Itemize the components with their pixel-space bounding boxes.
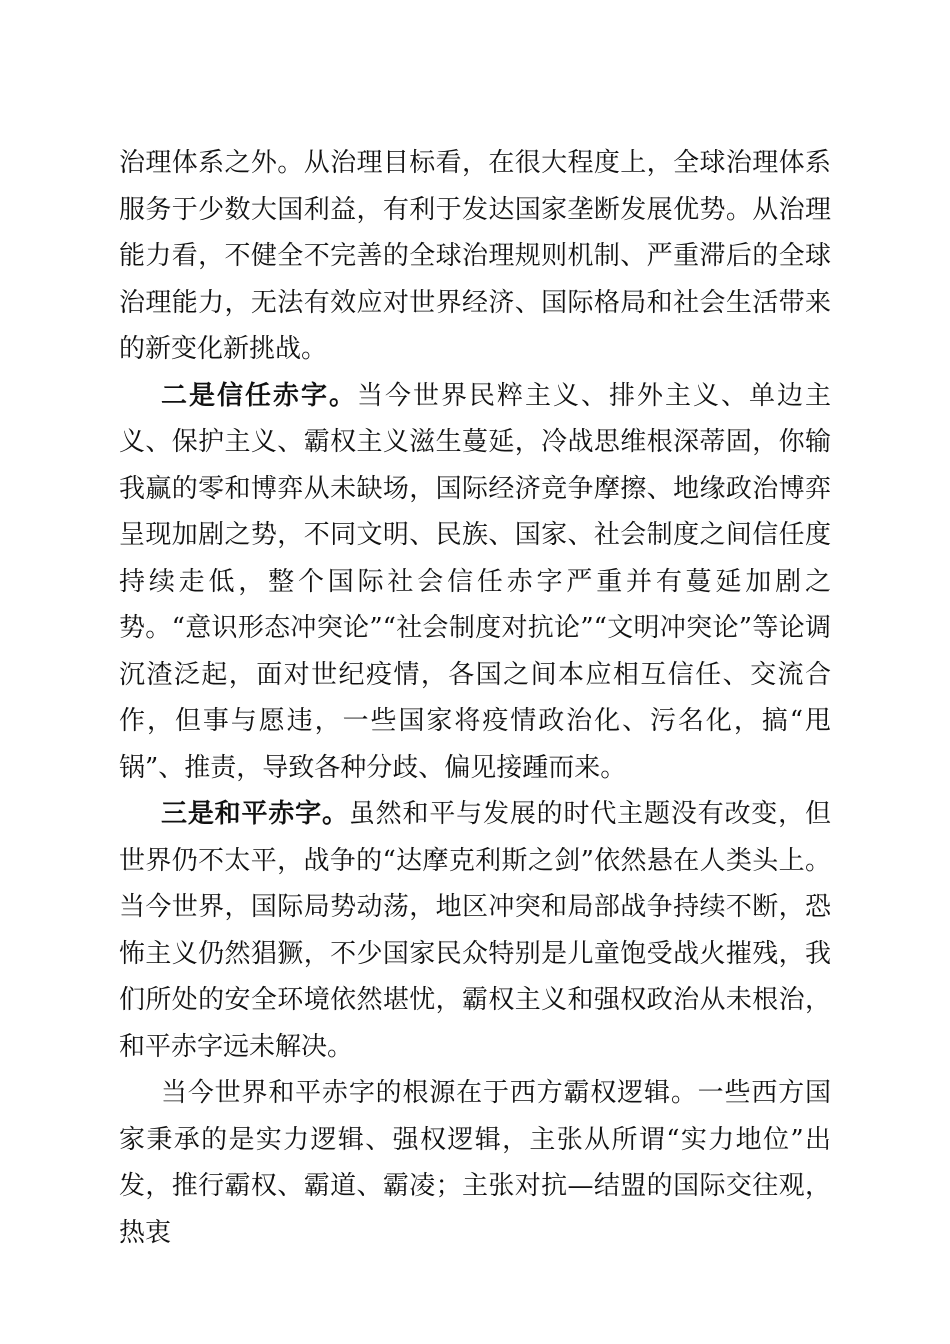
- paragraph-peace-deficit: [119, 791, 831, 1070]
- paragraph-text: 虽然和平与发展的时代主题没有改变，但世界仍不太平，战争的“达摩克利斯之剑”依然悬在人类头上。当今世界，国际局势动荡，地区冲突和局部战争持续不断，恐怖主义仍然猖獗，不少国家民众特别是儿童饱受战火摧残，我们所处的安全环境依然堪忧，霸权主义和强权政治从未根治，和平赤字远未解决。: [119, 799, 831, 1062]
- paragraph-governance-continuation: [119, 140, 831, 373]
- paragraph-lead-heading: 二是信任赤字。: [161, 380, 357, 411]
- paragraph-text: 治理体系之外。从治理目标看，在很大程度上，全球治理体系服务于少数大国利益，有利于发达国家垄断发展优势。从治理能力看，不健全不完善的全球治理规则机制、严重滞后的全球治理能力，无法有效应对世界经济、国际格局和社会生活带来的新变化新挑战。: [119, 148, 831, 364]
- paragraph-lead-heading: 三是和平赤字。: [161, 799, 349, 829]
- paragraph-hegemony-logic: [119, 1070, 831, 1256]
- paragraph-trust-deficit: [119, 373, 831, 792]
- body-text: [119, 140, 831, 1256]
- paragraph-text: 当今世界和平赤字的根源在于西方霸权逻辑。一些西方国家秉承的是实力逻辑、强权逻辑，主张从所谓“实力地位”出发，推行霸权、霸道、霸凌；主张对抗—结盟的国际交往观，热衷: [119, 1078, 831, 1248]
- paragraph-text: 当今世界民粹主义、排外主义、单边主义、保护主义、霸权主义滋生蔓延，冷战思维根深蒂固，你输我赢的零和博弈从未缺场，国际经济竞争摩擦、地缘政治博弈呈现加剧之势，不同文明、民族、国家、社会制度之间信任度持续走低，整个国际社会信任赤字严重并有蔓延加剧之势。“意识形态冲突论”“社会制度对抗论”“文明冲突论”等论调沉渣泛起，面对世纪疫情，各国之间本应相互信任、交流合作，但事与愿违，一些国家将疫情政治化、污名化，搞“甩锅”、推责，导致各种分歧、偏见接踵而来。: [119, 380, 831, 783]
